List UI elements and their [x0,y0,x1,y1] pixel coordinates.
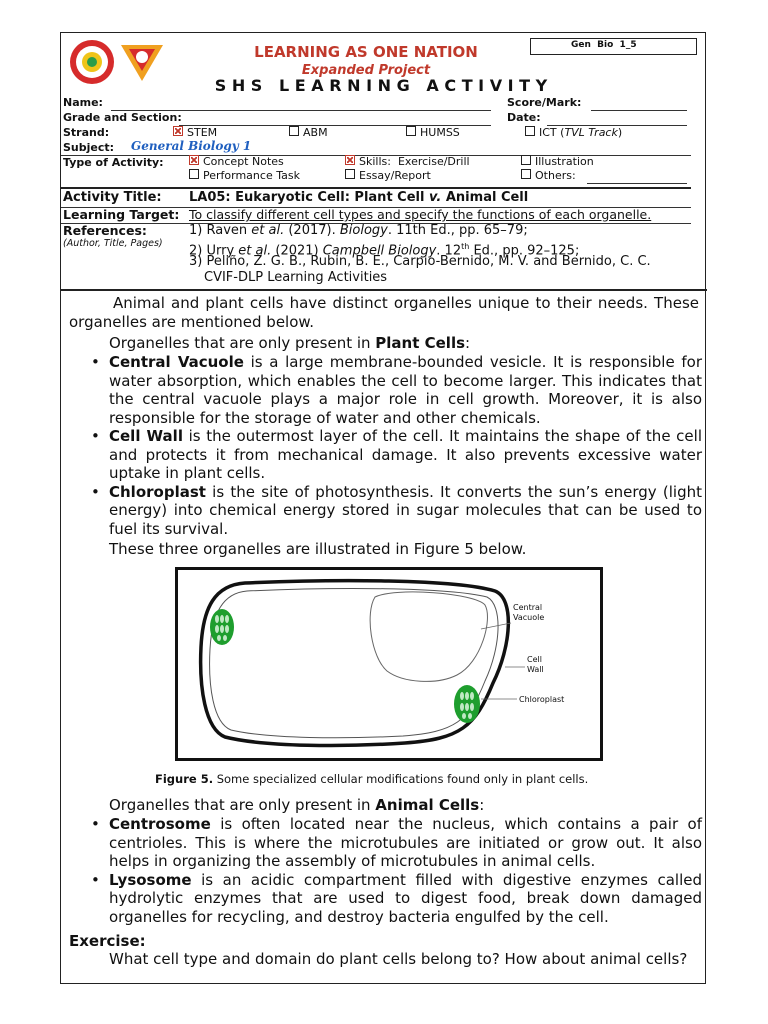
animal-heading: Organelles that are only present in Animal Cells: [109,796,485,814]
intro-paragraph: Animal and plant cells have distinct organelles unique to their needs. These organelles are mentioned below. [69,294,699,331]
activity-type-performance-task[interactable]: Performance Task [189,169,300,182]
strand-option-stem[interactable]: STEM [173,126,217,139]
activity-sheet [60,32,706,984]
others-checkbox[interactable] [521,169,531,179]
header-subbanner: Expanded Project [301,63,431,78]
page-title: S H S L E A R N I N G A C T I V I T Y [214,76,548,95]
reference-1: 1) Raven et al. (2017). Biology. 11th Ed., pp. 65–79; [189,223,528,238]
humss-checkbox[interactable] [406,126,416,136]
strand-option-ict[interactable]: ICT (TVL Track) [525,126,622,139]
list-item: • Central Vacuole is a large membrane-bounded vesicle. It is responsible for water absorption, which enables the cell to become larger. This indicates that the central vacuole plays a major role in cell growth. Moreover, it is also responsible for the storage of water and other chemicals. [87,353,702,427]
performance-task-checkbox[interactable] [189,169,199,179]
grade-label: Grade and Section: [63,111,182,124]
label-chloroplast: Chloroplast [519,695,565,704]
list-item: • Chloroplast is the site of photosynthesis. It converts the sun’s energy (light energy) into chemical energy stored in sugar molecules that can be used to fuel its survival. [87,483,702,539]
plant-organelle-list [87,353,702,538]
dlp-logo [117,39,167,85]
header-divider [61,187,691,189]
essay-report-checkbox[interactable] [345,169,355,179]
list-item: • Centrosome is often located near the nucleus, which contains a pair of centrioles. This is where the microtubules are initiated or grow out. It also helps in organizing the assembly of microtubules in animal cells. [87,815,702,871]
plant-heading: Organelles that are only present in Plant Cells: [109,334,471,352]
stem-checkbox[interactable] [173,126,183,136]
activity-title: LA05: Eukaryotic Cell: Plant Cell v. Animal Cell [189,190,529,205]
subject-label: Subject: [63,141,115,154]
learning-target: To classify different cell types and specify the functions of each organelle. [189,207,652,222]
references-sublabel: (Author, Title, Pages) [63,238,163,249]
illustration-checkbox[interactable] [521,155,531,165]
subject-value: General Biology 1 [131,139,252,153]
exercise-question: What cell type and domain do plant cells belong to? How about animal cells? [109,950,688,968]
score-label: Score/Mark: [507,96,582,109]
reference-3-cont: CVIF-DLP Learning Activities [204,270,388,285]
activity-title-label: Activity Title: [63,190,162,205]
abm-checkbox[interactable] [289,126,299,136]
code-box [530,38,697,55]
activity-type-essay-report[interactable]: Essay/Report [345,169,431,182]
figure-caption: Figure 5. Some specialized cellular modifications found only in plant cells. [155,772,589,786]
school-seal-logo [69,39,115,85]
code-text: Gen Bio 1_5 [571,40,637,50]
strand-option-humss[interactable]: HUMSS [406,126,460,139]
plant-cell-figure [175,567,603,761]
others-input-line[interactable] [587,183,687,184]
concept-notes-checkbox[interactable] [189,155,199,165]
activity-type-illustration[interactable]: Illustration [521,155,594,168]
activity-type-skills[interactable]: Skills: Exercise/Drill [345,155,470,168]
references-label: References: [63,223,147,238]
reference-3: 3) Peliño, Z. G. B., Rubin, B. E., Carpio-Bernido, M. V. and Bernido, C. C. [189,254,651,269]
references-rule [61,289,707,291]
strand-label: Strand: [63,126,110,139]
activity-type-others[interactable]: Others: [521,169,576,182]
label-central-vacuole: Central Vacuole [513,603,545,622]
label-cell-wall: Cell Wall [527,655,544,674]
ict-checkbox[interactable] [525,126,535,136]
exercise-label: Exercise: [69,932,146,950]
date-label: Date: [507,111,541,124]
activity-type-label: Type of Activity: [63,156,164,169]
list-item: • Cell Wall is the outermost layer of the cell. It maintains the shape of the cell and protects it from mechanical damage. It also prevents excessive water uptake in plant cells. [87,427,702,483]
header-banner: LEARNING AS ONE NATION [254,43,478,61]
score-input-line[interactable] [591,110,687,111]
name-label: Name: [63,96,103,109]
animal-organelle-list [87,815,702,926]
list-item: • Lysosome is an acidic compartment filled with digestive enzymes called hydrolytic enzymes that are used to digest food, break down damaged organelles for recycling, and destroy bacteria engulfed by the cell. [87,871,702,927]
strand-option-abm[interactable]: ABM [289,126,328,139]
figure-intro: These three organelles are illustrated in Figure 5 below. [109,540,527,558]
activity-type-concept-notes[interactable]: Concept Notes [189,155,284,168]
learning-target-label: Learning Target: [63,207,180,222]
reference-2: 2) Urry et al. (2021) Campbell Biology. 12th Ed., pp. 92–125; [189,242,580,259]
skills-checkbox[interactable] [345,155,355,165]
